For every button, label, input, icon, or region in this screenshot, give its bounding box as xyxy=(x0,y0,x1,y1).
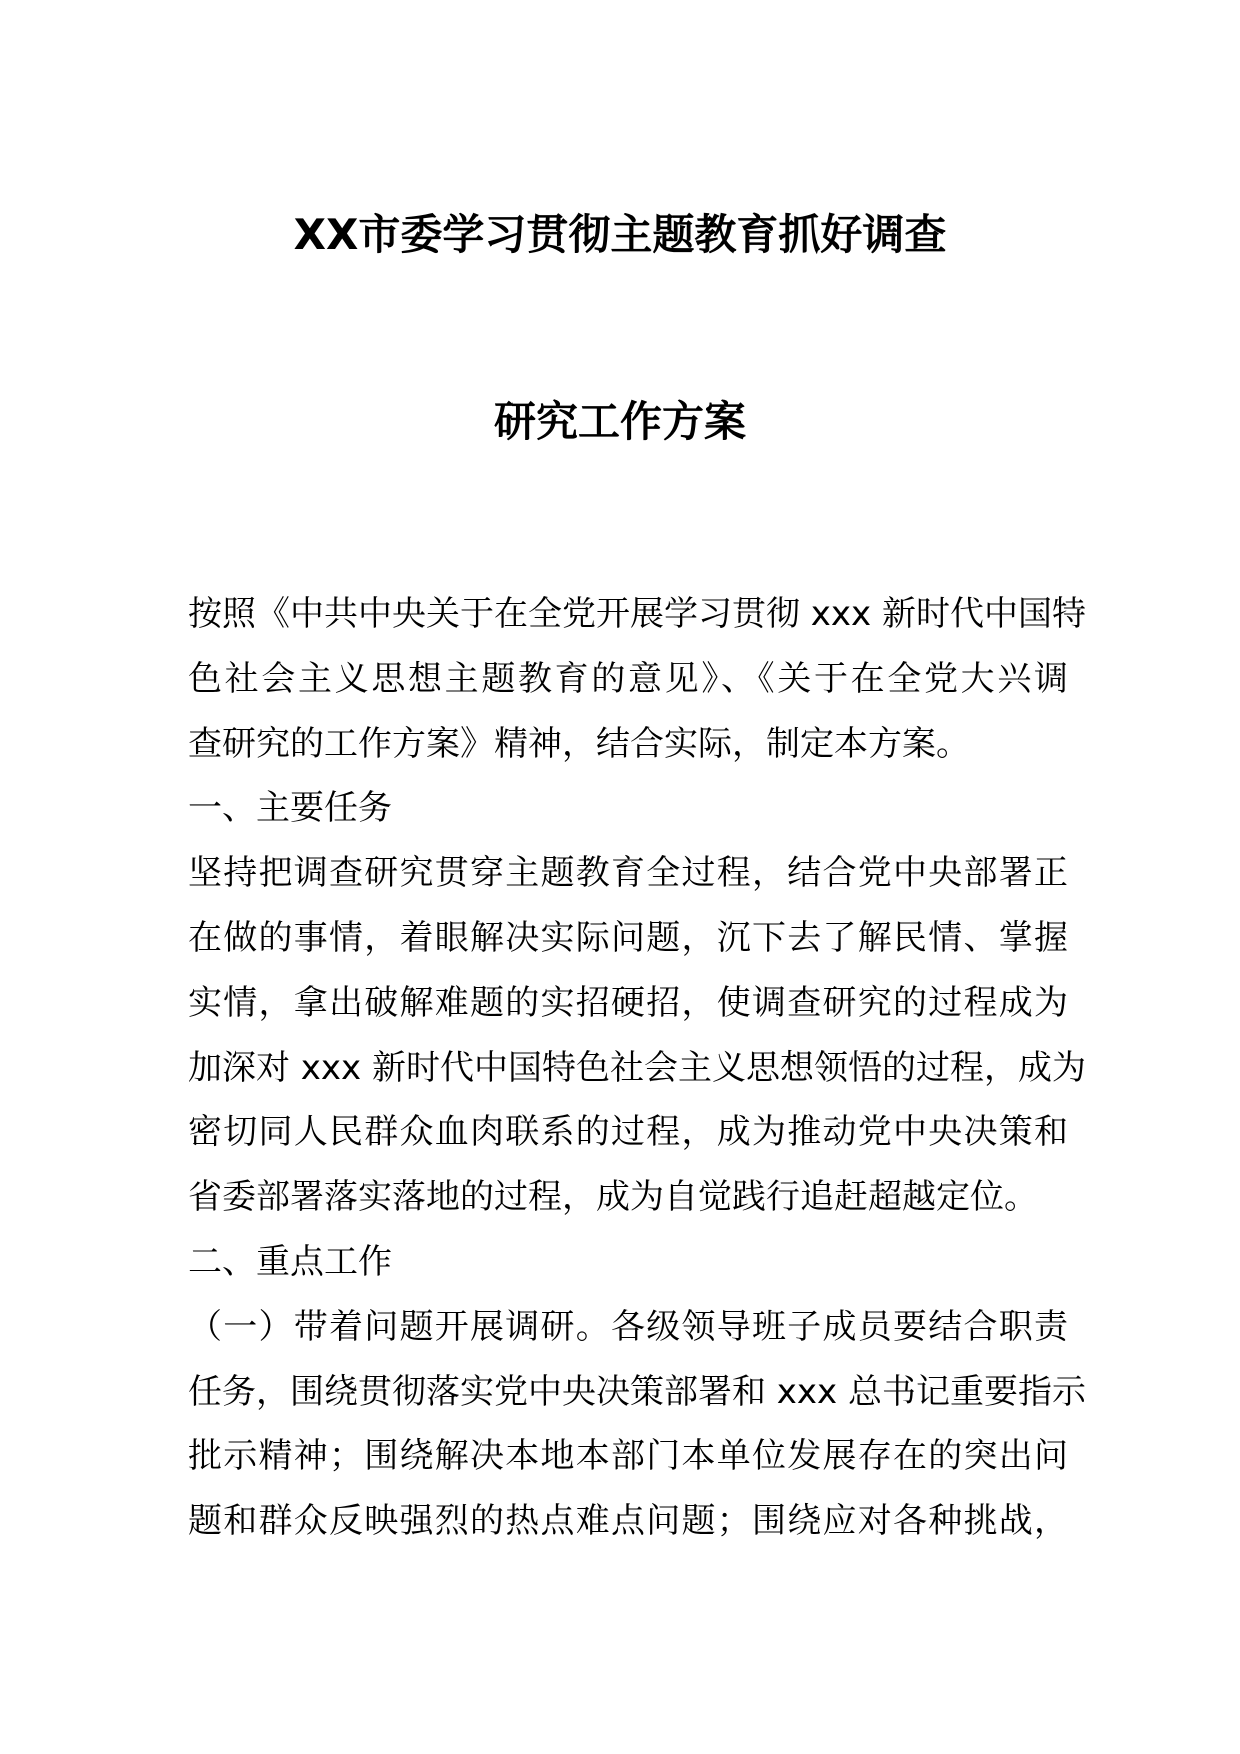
section-1-heading: 一、主要任务 xyxy=(188,788,392,829)
paragraph-line: （一）带着问题开展调研。各级领导班子成员要结合职责 xyxy=(188,1306,1068,1347)
paragraph-line: 省委部署落实落地的过程，成为自觉践行追赶超越定位。 xyxy=(188,1177,1038,1218)
paragraph-line: 批示精神；围绕解决本地本部门本单位发展存在的突出问 xyxy=(188,1436,1068,1477)
section-2-paragraph xyxy=(188,1295,1086,1554)
paragraph-line: 密切同人民群众血肉联系的过程，成为推动党中央决策和 xyxy=(188,1112,1068,1153)
paragraph-line: 查研究的工作方案》精神，结合实际，制定本方案。 xyxy=(188,723,970,764)
paragraph-line: 题和群众反映强烈的热点难点问题；围绕应对各种挑战， xyxy=(188,1501,1068,1542)
paragraph-line: 坚持把调查研究贯穿主题教育全过程，结合党中央部署正 xyxy=(188,853,1068,894)
paragraph-line: 任务，围绕贯彻落实党中央决策部署和 xxx 总书记重要指示 xyxy=(188,1371,1086,1412)
document-body xyxy=(188,582,1086,1554)
section-heading xyxy=(188,1230,1068,1295)
section-1-paragraph xyxy=(188,841,1086,1230)
paragraph-line: 加深对 xxx 新时代中国特色社会主义思想领悟的过程，成为 xyxy=(188,1047,1086,1088)
section-heading xyxy=(188,776,1068,841)
intro-paragraph xyxy=(188,582,1086,776)
document-title-line-2: 研究工作方案 xyxy=(493,397,746,446)
document-title-line-1: XX市委学习贯彻主题教育抓好调查 xyxy=(293,210,947,259)
section-2-heading: 二、重点工作 xyxy=(188,1241,392,1282)
paragraph-line: 在做的事情，着眼解决实际问题，沉下去了解民情、掌握 xyxy=(188,917,1068,958)
paragraph-line: 按照《中共中央关于在全党开展学习贯彻 xxx 新时代中国特 xyxy=(188,594,1086,634)
paragraph-line: 实情，拿出破解难题的实招硬招，使调查研究的过程成为 xyxy=(188,982,1068,1023)
paragraph-line: 色社会主义思想主题教育的意见》、《关于在全党大兴调 xyxy=(188,658,1068,699)
